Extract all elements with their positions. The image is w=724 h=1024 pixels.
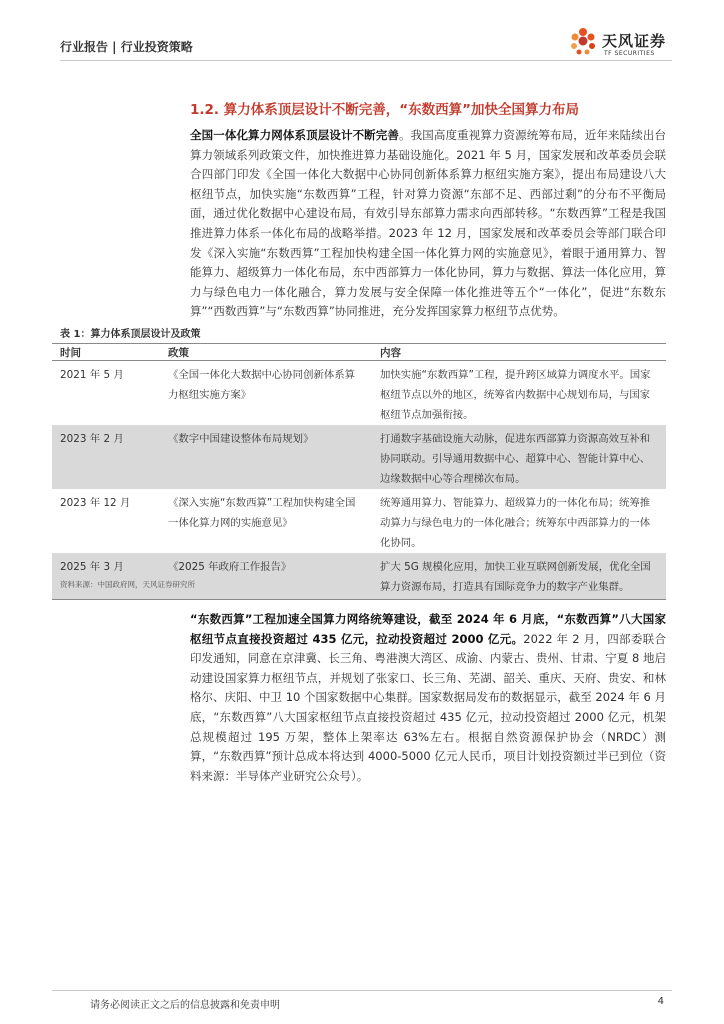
section-title: 1.2. 算力体系顶层设计不断完善，“东数西算”加快全国算力布局 <box>190 102 579 118</box>
intro-lead: 全国一体化算力网体系顶层设计不断完善 <box>190 128 400 142</box>
table-row <box>52 553 666 599</box>
intro-body: 。我国高度重视算力资源统筹布局，近年来陆续出台算力领域系列政策文件，加快推进算力基础设施化。2021 年 5 月，国家发展和改革委员会联合四部门印发《全国一体化大数据中心协同创新体系算力枢纽实施方案》，提出布局建设八大枢纽节点，加快实施“东数西算”工程，针对算力资源“东部不足、西部过剩”的分布不平衡局面，通过优化数据中心建设布局，有效引导东部算力需求向西部转移。“东数西算”工程是我国推进算力体系一体化布局的战略举措。2023 年 12 月，国家发展和改革委员会等部门联合印发《深入实施“东数西算”工程加快构建全国一体化算力网的实施意见》，着眼于通用算力、智能算力、超级算力一体化布局，东中西部算力一体化协同，算力与数据、算法一体化应用，算力与绿色电力一体化融合，算力发展与安全保障一体化推进等五个“一体化”，促进“东数东算”“西数西算”与“东数西算”协同推进，充分发挥国家算力枢纽节点优势。 <box>190 128 667 319</box>
cell-content: 打通数字基础设施大动脉，促进东西部算力资源高效互补和协同联动。引导通用数据中心、超算中心、智能计算中心、边缘数据中心等合理梯次布局。 <box>380 433 651 485</box>
footer-disclaimer: 请务必阅读正文之后的信息披露和免责申明 <box>90 1000 280 1011</box>
investment-lead: “东数西算”工程加速全国算力网络统筹建设，截至 2024 年 6 月底，“东数西算”八大国家枢纽节点直接投资超过 435 亿元，拉动投资超过 2000 亿元。 <box>190 612 666 646</box>
cell-policy: 《数字中国建设整体布局规划》 <box>168 433 314 445</box>
cell-policy: 《全国一体化大数据中心协同创新体系算力枢纽实施方案》 <box>168 369 356 401</box>
table-caption: 表 1：算力体系顶层设计及政策 <box>60 329 201 340</box>
cell-policy: 《深入实施“东数西算”工程加快构建全国一体化算力网的实施意见》 <box>168 497 356 529</box>
table-row <box>52 361 666 426</box>
cell-time: 2025 年 3 月 <box>60 561 124 573</box>
investment-paragraph <box>190 610 666 786</box>
table-row <box>52 489 666 553</box>
intro-paragraph <box>190 126 666 322</box>
footer-divider <box>52 990 672 991</box>
logo-text-en: TF SECURITIES <box>604 50 655 57</box>
table-row <box>52 425 666 489</box>
company-logo <box>568 26 678 62</box>
page-number: 4 <box>657 996 664 1007</box>
logo-text-cn: 天风证券 <box>602 32 667 50</box>
header-content: 内容 <box>372 344 666 361</box>
investment-body: 2022 年 2 月，四部委联合印发通知，同意在京津冀、长三角、粤港澳大湾区、成渝、内蒙古、贵州、甘肃、宁夏 8 地启动建设国家算力枢纽节点，并规划了张家口、长三角、芜湖、韶关、重庆、天府、贵安、和林格尔、庆阳、中卫 10 个国家数据中心集群。国家数据局发布的数据显示，截至 2024 年 6 月底，“东数西算”八大国家枢纽节点直接投资超过 435 亿元，拉动投资超过 2000 亿元，机架总规模超过 195 万架，整体上架率达 63%左右。根据自然资源保护协会（NRDC）测算，“东数西算”预计总成本将达到 4000-5000 亿元人民币，项目计划投资额过半已到位（资料来源：半导体产业研究公众号）。 <box>190 631 666 783</box>
report-category: 行业报告 | 行业投资策略 <box>60 40 193 54</box>
cell-time: 2023 年 2 月 <box>60 433 124 445</box>
table-source: 资料来源：中国政府网，天风证券研究所 <box>60 580 195 589</box>
cell-content: 统筹通用算力、智能算力、超级算力的一体化布局；统筹推动算力与绿色电力的一体化融合；统筹东中西部算力的一体化协同。 <box>380 497 651 549</box>
cell-content: 加快实施“东数西算”工程，提升跨区域算力调度水平。国家枢纽节点以外的地区，统筹省内数据中心规划布局，与国家枢纽节点加强衔接。 <box>380 369 651 421</box>
logo-flower-icon <box>568 26 598 58</box>
header-time: 时间 <box>52 344 160 361</box>
header-divider <box>60 60 672 61</box>
cell-policy: 《2025 年政府工作报告》 <box>168 561 292 573</box>
policy-table <box>52 343 666 600</box>
cell-time: 2021 年 5 月 <box>60 369 124 381</box>
cell-time: 2023 年 12 月 <box>60 497 131 509</box>
table-header-row <box>52 344 666 361</box>
header-policy: 政策 <box>160 344 372 361</box>
cell-content: 扩大 5G 规模化应用，加快工业互联网创新发展，优化全国算力资源布局，打造具有国际竞争力的数字产业集群。 <box>380 561 651 593</box>
